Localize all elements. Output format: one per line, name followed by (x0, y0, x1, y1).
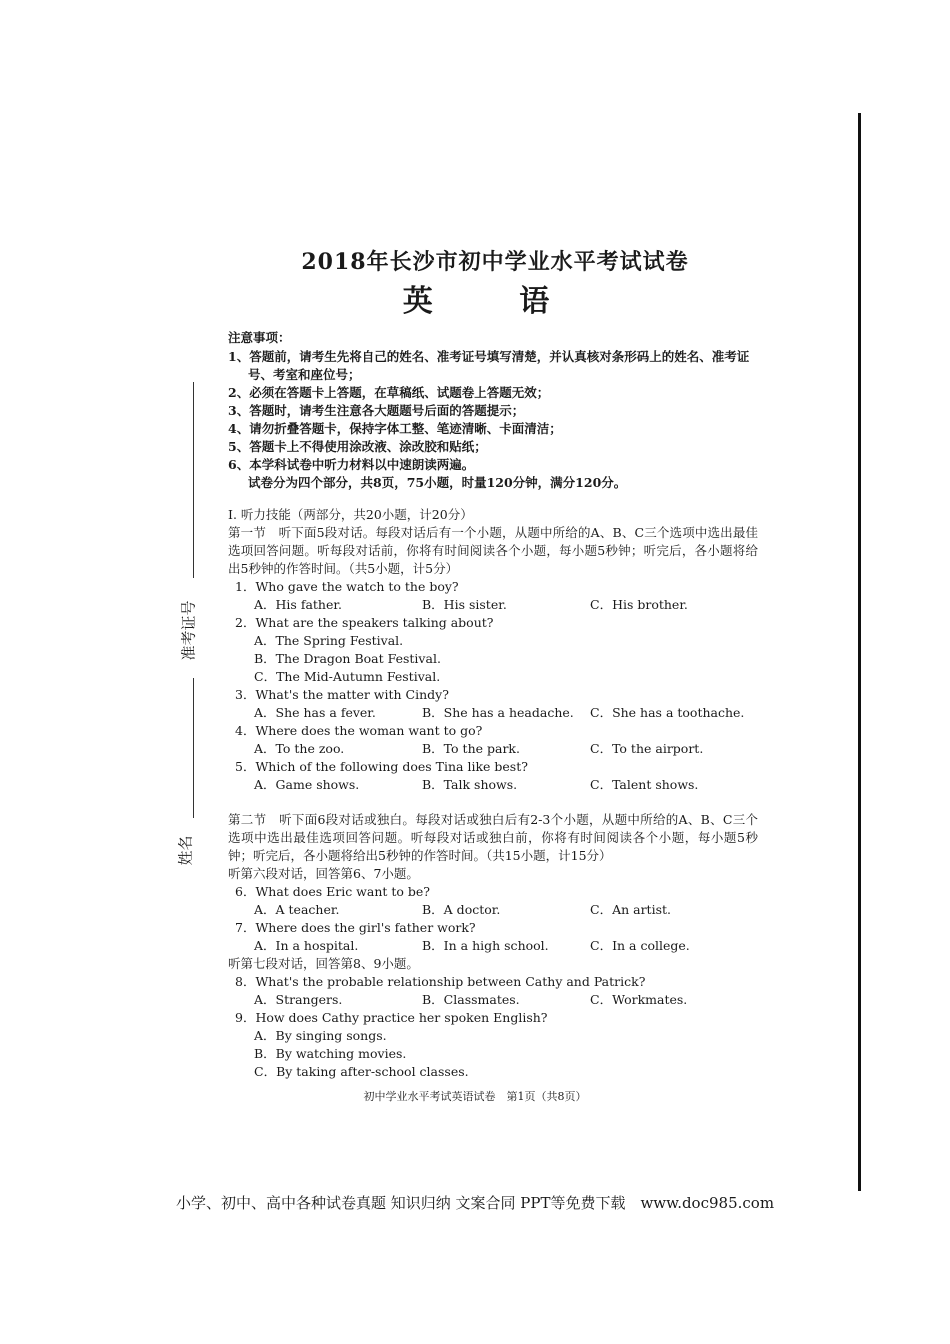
part1-heading: I. 听力技能（两部分，共20小题，计20分） (228, 507, 473, 522)
option: C．She has a toothache. (590, 705, 745, 720)
question-options (228, 776, 758, 794)
question-options (228, 704, 758, 722)
option: C．By taking after-school classes. (254, 1064, 469, 1079)
question-stem: 5．Which of the following does Tina like best? (235, 759, 528, 774)
notice-item: 5、答题卡上不得使用涂改液、涂改胶和贴纸； (228, 439, 487, 454)
option: A．A teacher. (254, 902, 340, 917)
option: A．Strangers. (254, 992, 343, 1007)
option: B．A doctor. (422, 902, 501, 917)
option: B．She has a headache. (422, 705, 574, 720)
notice-item: 3、答题时，请考生注意各大题题号后面的答题提示； (228, 403, 525, 418)
notice-item: 6、本学科试卷中听力材料以中速朗读两遍。 (228, 457, 475, 472)
name-label: 姓名 (176, 835, 195, 866)
notice-item: 4、请勿折叠答题卡，保持字体工整、笔迹清晰、卡面清洁； (228, 421, 562, 436)
notice-total: 试卷分为四个部分，共8页，75小题，时量120分钟，满分120分。 (248, 475, 627, 490)
notice-block (228, 329, 768, 492)
question-options (228, 596, 758, 614)
question-options (228, 937, 758, 955)
notice-item: 2、必须在答题卡上答题，在草稿纸、试题卷上答题无效； (228, 385, 550, 400)
option: B．By watching movies. (254, 1046, 407, 1061)
option: B．The Dragon Boat Festival. (254, 651, 441, 666)
option: B．To the park. (422, 741, 520, 756)
question-options (228, 991, 758, 1009)
question-stem: 6．What does Eric want to be? (235, 884, 431, 899)
question-stem: 7．Where does the girl's father work? (235, 920, 476, 935)
option: C．In a college. (590, 938, 690, 953)
question-stem: 1．Who gave the watch to the boy? (235, 579, 459, 594)
download-banner: 小学、初中、高中各种试卷真题 知识归纳 文案合同 PPT等免费下载 www.doc985.com (175, 1194, 775, 1212)
option: C．His brother. (590, 597, 688, 612)
option: C．To the airport. (590, 741, 704, 756)
option: A．Game shows. (254, 777, 360, 792)
question-stem: 3．What's the matter with Cindy? (235, 687, 449, 702)
subject-title: 英 语 (402, 284, 588, 319)
option: C．An artist. (590, 902, 671, 917)
question-stem: 2．What are the speakers talking about? (235, 615, 494, 630)
option: B．Talk shows. (422, 777, 518, 792)
option: C．Talent shows. (590, 777, 699, 792)
option: A．The Spring Festival. (254, 633, 404, 648)
section1-instructions: 第一节 听下面5段对话。每段对话后有一个小题，从题中所给的A、B、C三个选项中选出最佳选项回答问题。听每段对话前，你将有时间阅读各个小题，每小题5秒钟；听完后，各小题将给出5秒钟的作答时间。（共5小题，计5分） (228, 525, 758, 576)
option: A．She has a fever. (254, 705, 376, 720)
spacer (228, 794, 758, 811)
notice-item: 1、答题前，请考生先将自己的姓名、准考证号填写清楚，并认真核对条形码上的姓名、准考证号、考室和座位号； (228, 349, 750, 382)
question-stem: 9．How does Cathy practice her spoken English? (235, 1010, 548, 1025)
option: C．The Mid-Autumn Festival. (254, 669, 441, 684)
listen-prompt: 听第七段对话，回答第8、9小题。 (228, 956, 419, 971)
option: A．By singing songs. (254, 1028, 387, 1043)
question-options (228, 901, 758, 919)
notice-heading: 注意事项： (228, 330, 291, 345)
option: B．In a high school. (422, 938, 549, 953)
option: B．His sister. (422, 597, 507, 612)
exam-title: 2018年长沙市初中学业水平考试试卷 (301, 249, 689, 275)
page-footer: 初中学业水平考试英语试卷 第1页（共8页） (363, 1090, 587, 1103)
question-stem: 4．Where does the woman want to go? (235, 723, 483, 738)
listen-prompt: 听第六段对话，回答第6、7小题。 (228, 866, 419, 881)
option: A．To the zoo. (254, 741, 345, 756)
option: B．Classmates. (422, 992, 520, 1007)
exam-no-label: 准考证号 (179, 600, 198, 661)
exam-no-line (193, 382, 194, 578)
option: C．Workmates. (590, 992, 688, 1007)
exam-no-line-lower (193, 678, 194, 818)
question-options (228, 740, 758, 758)
option: A．In a hospital. (254, 938, 359, 953)
question-stem: 8．What's the probable relationship between Cathy and Patrick? (235, 974, 646, 989)
section2-instructions: 第二节 听下面6段对话或独白。每段对话或独白后有2-3个小题，从题中所给的A、B、C三个选项中选出最佳选项回答问题。听每段对话或独白前，你将有时间阅读各个小题，每小题5秒钟；听完后，各小题将给出5秒钟的作答时间。（共15小题，计15分） (228, 812, 758, 863)
option: A．His father. (254, 597, 342, 612)
listening-section (228, 506, 758, 1081)
